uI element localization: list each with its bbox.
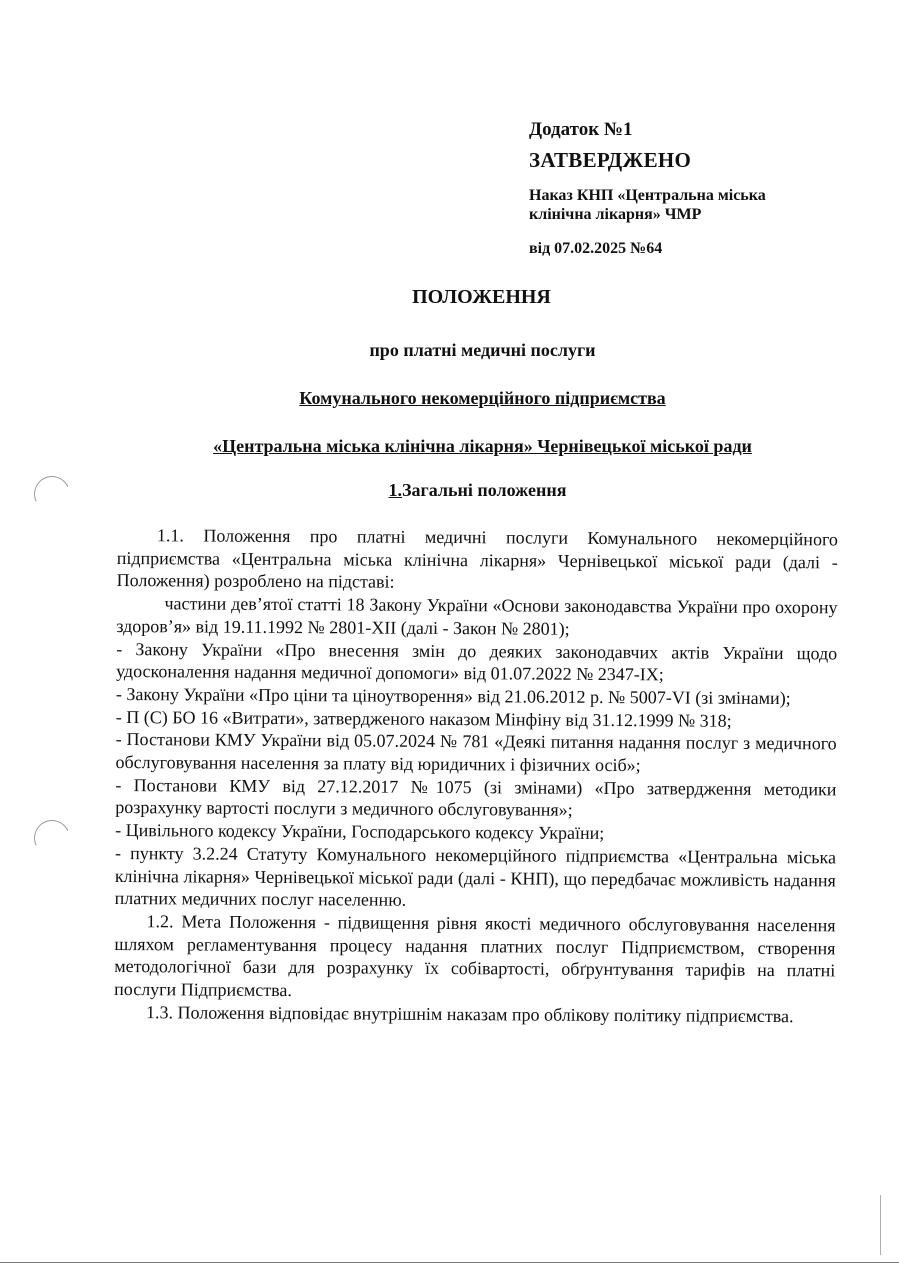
paragraph: 1.1. Положення про платні медичні послуги Комунального некомерційного підприємства «Центральна міська клінічна лікарня» Чернівецької міської ради (далі - Положення) розроблено на підставі: xyxy=(116,525,838,593)
section-title: Загальні положення xyxy=(402,480,567,500)
scan-edge-mark xyxy=(880,1195,881,1255)
organization-line-2: «Центральна міська клінічна лікарня» Чернівецької міської ради xyxy=(213,436,752,456)
approval-block xyxy=(529,118,859,258)
list-item: - П (С) БО 16 «Витрати», затвердженого наказом Мінфіну від 31.12.1999 № 318; xyxy=(115,706,732,731)
document-title: ПОЛОЖЕННЯ xyxy=(412,286,551,308)
section-heading xyxy=(0,480,899,501)
order-line-2: клінічна лікарня» ЧМР xyxy=(529,206,702,223)
list-item: - Цивільного кодексу України, Господарського кодексу України; xyxy=(115,820,605,844)
approved-stamp-text: ЗАТВЕРДЖЕНО xyxy=(529,148,692,172)
order-line-1: Наказ КНП «Центральна міська xyxy=(529,187,766,204)
scan-edge-line xyxy=(0,1262,899,1263)
appendix-number: Додаток №1 xyxy=(529,119,633,140)
list-item: - Постанови КМУ України від 05.07.2024 № 781 «Деякі питання надання послуг з медичного обслуговування населення за плату від юридичних і фізичних осіб»; xyxy=(115,729,837,776)
document-body xyxy=(114,524,838,1028)
list-item: - Закону України «Про внесення змін до деяких законодавчих актів України щодо удосконалення надання медичної допомоги» від 01.07.2022 № 2347-IX; xyxy=(116,638,838,685)
list-item: - Постанови КМУ від 27.12.2017 №1075 (зі змінами) «Про затвердження методики розрахунку вартості послуги з медичного обслуговування»; xyxy=(115,774,837,821)
list-item: - пункту 3.2.24 Статуту Комунального некомерційного підприємства «Центральна міська клінічна лікарня» Чернівецької міської ради (далі - КНП), що передбачає можливість надання платних медичних послуг населенню. xyxy=(114,842,837,911)
order-date: від 07.02.2025 №64 xyxy=(529,240,663,257)
section-number: 1. xyxy=(388,480,403,500)
paragraph: 1.3. Положення відповідає внутрішнім наказам про облікову політику підприємства. xyxy=(145,1001,794,1026)
list-item: - Закону України «Про ціни та ціноутворення» від 21.06.2012 р. № 5007-VI (зі змінами); xyxy=(115,683,791,709)
punch-hole-mark xyxy=(29,815,75,861)
paragraph: 1.2. Мета Положення - підвищення рівня якості медичного обслуговування населення шляхом регламентування процесу надання платних послуг Підприємством, створення методологічної бази для розрахунку їх собівартості, обґрунтування тарифів на платні послуги Підприємства. xyxy=(114,911,836,1001)
document-subtitle: про платні медичні послуги xyxy=(369,340,596,360)
paragraph: частини дев’ятої статті 18 Закону України «Основи законодавства України про охорону здоров’я» від 19.11.1992 № 2801-XII (далі - Закон № 2801); xyxy=(116,593,838,639)
order-reference xyxy=(529,186,859,224)
organization-line-1: Комунального некомерційного підприємства xyxy=(299,388,666,408)
